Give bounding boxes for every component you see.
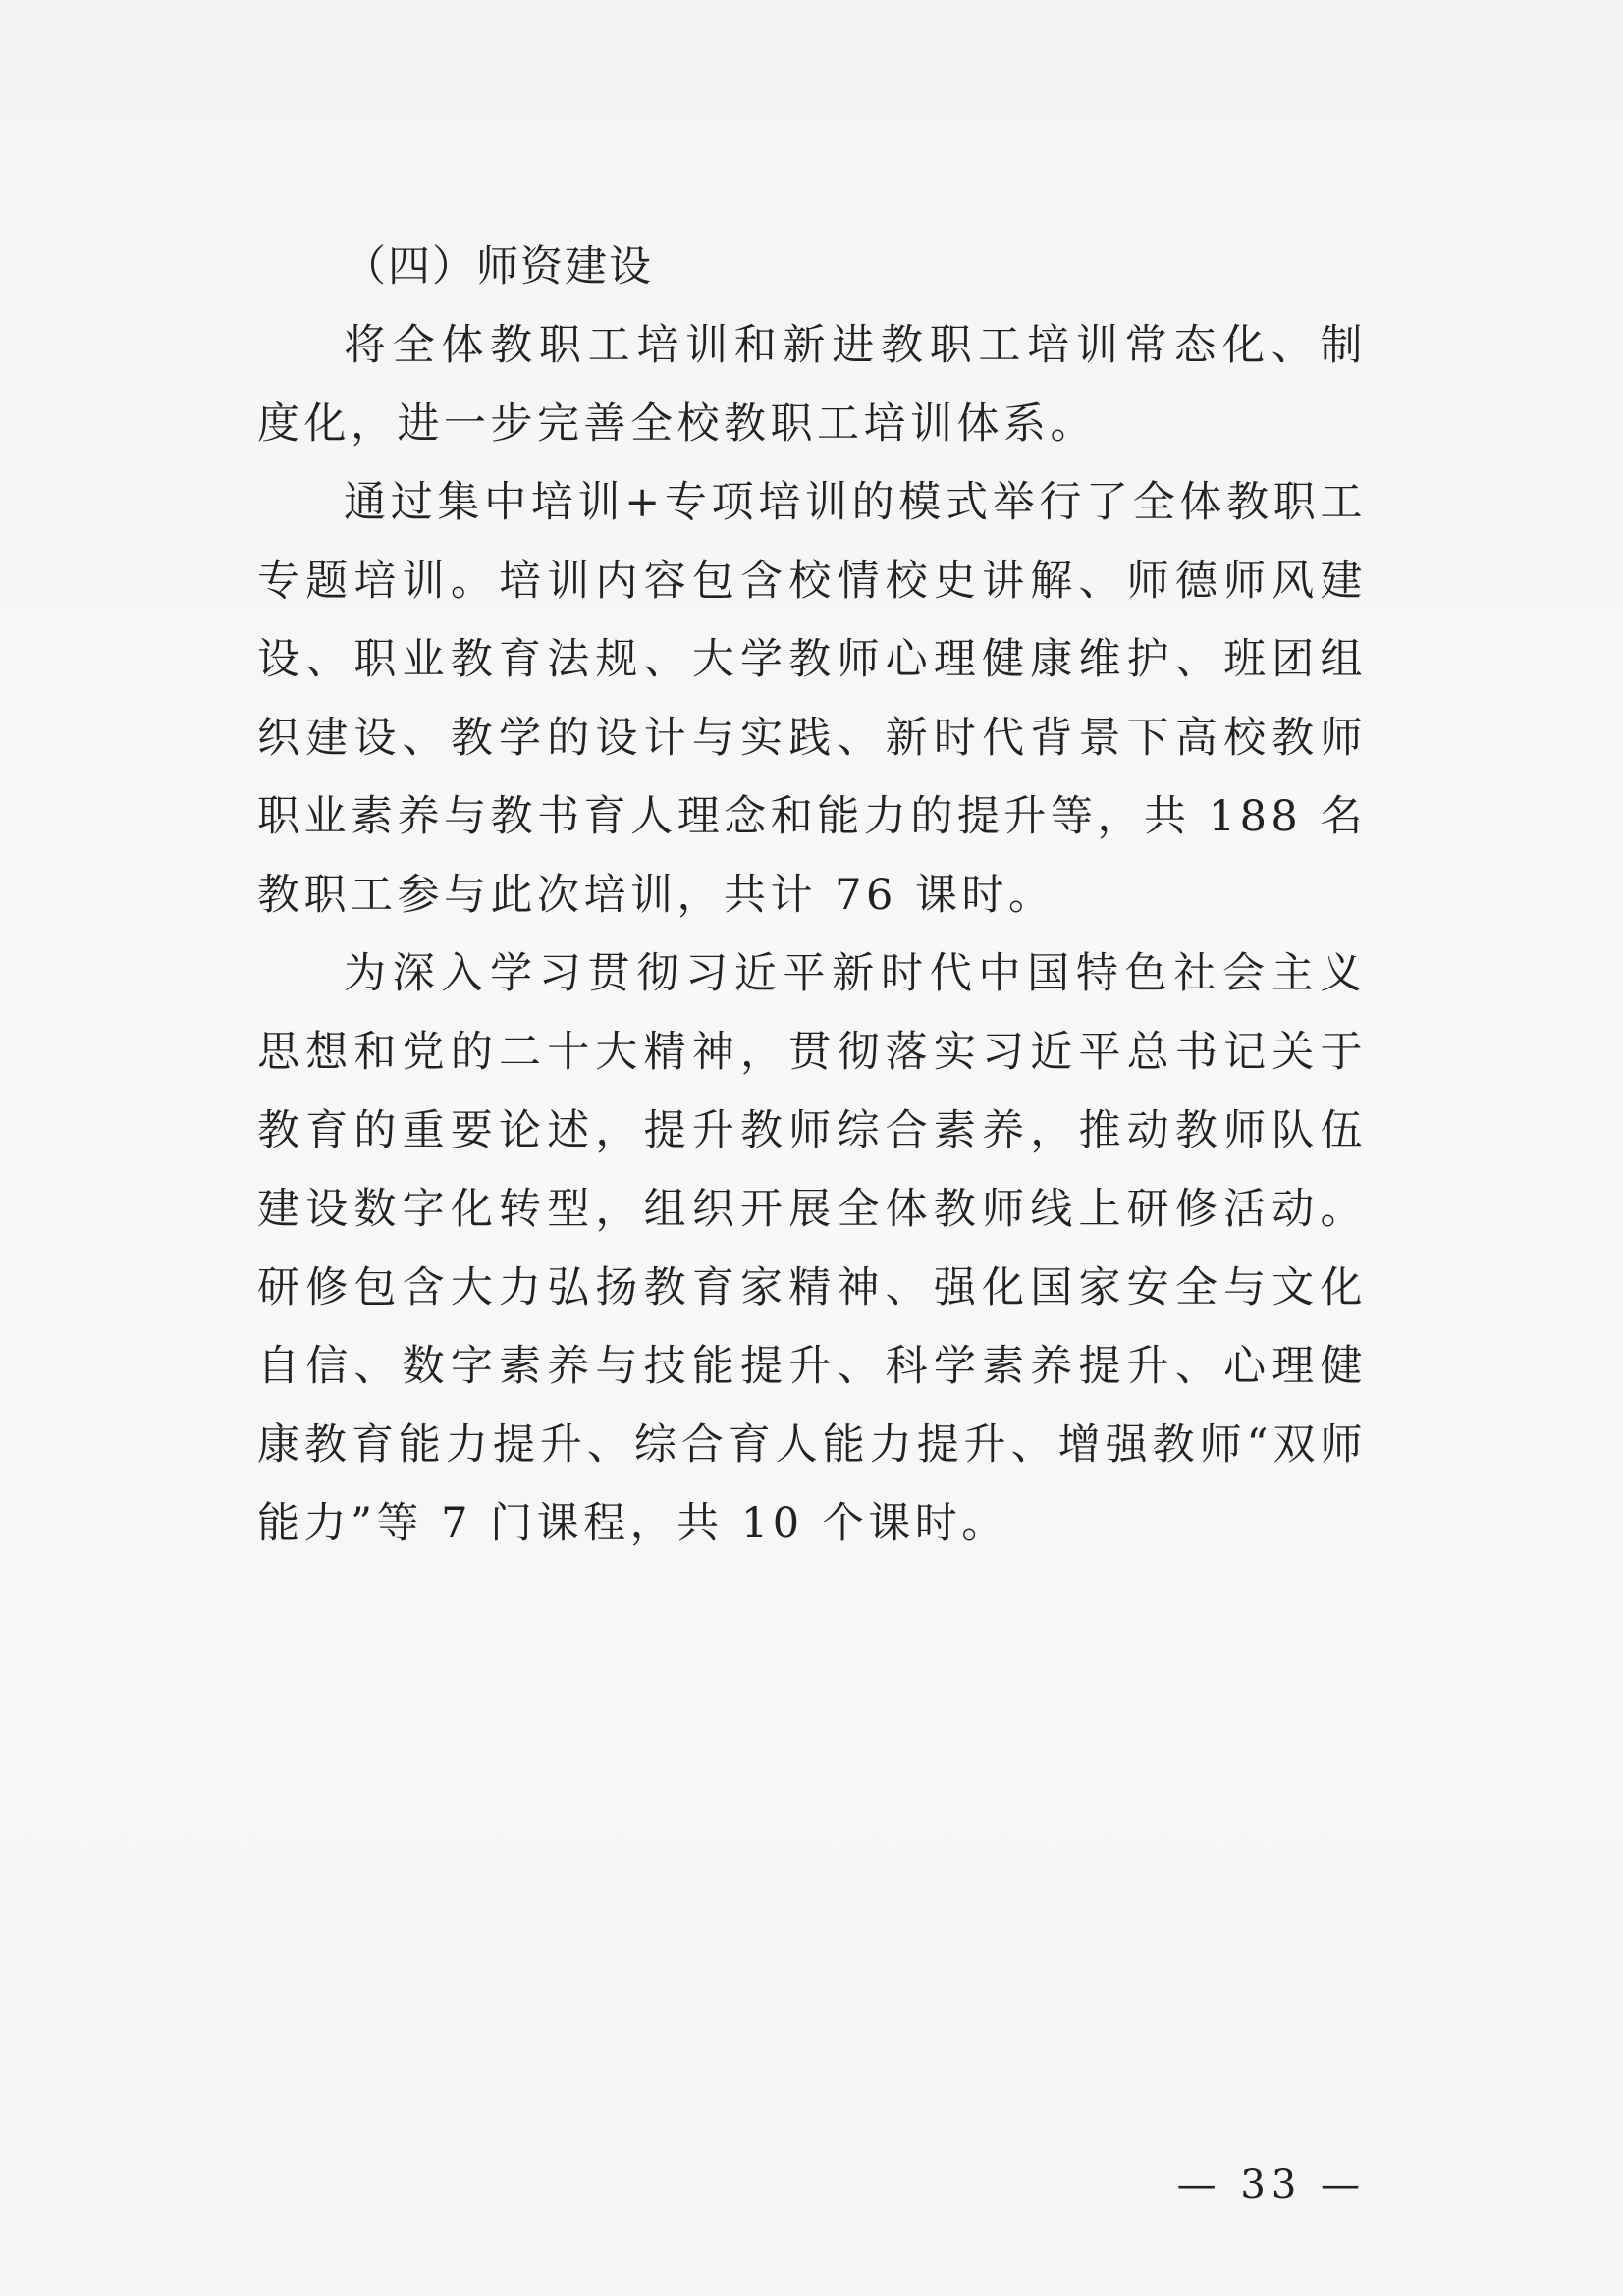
page-number: — 33 — [1176,2163,1366,2208]
paragraph-training-system: 将全体教职工培训和新进教职工培训常态化、制度化，进一步完善全校教职工培训体系。 [257,321,1367,449]
paragraph-special-training: 通过集中培训+专项培训的模式举行了全体教职工专题培训。培训内容包含校情校史讲解、师德师风建设、职业教育法规、大学教师心理健康维护、班团组织建设、教学的设计与实践、新时代背景下高校教师职业素养与教书育人理念和能力的提升等，共 188 名教职工参与此次培训，共计 76 课时。 [257,478,1367,920]
document-body [257,228,1367,1563]
paragraph-online-study: 为深入学习贯彻习近平新时代中国特色社会主义思想和党的二十大精神，贯彻落实习近平总书记关于教育的重要论述，提升教师综合素养，推动教师队伍建设数字化转型，组织开展全体教师线上研修活动。研修包含大力弘扬教育家精神、强化国家安全与文化自信、数字素养与技能提升、科学素养提升、心理健康教育能力提升、综合育人能力提升、增强教师“双师能力”等 7 门课程，共 10 个课时。 [257,949,1367,1548]
section-heading: （四）师资建设 [344,242,653,292]
